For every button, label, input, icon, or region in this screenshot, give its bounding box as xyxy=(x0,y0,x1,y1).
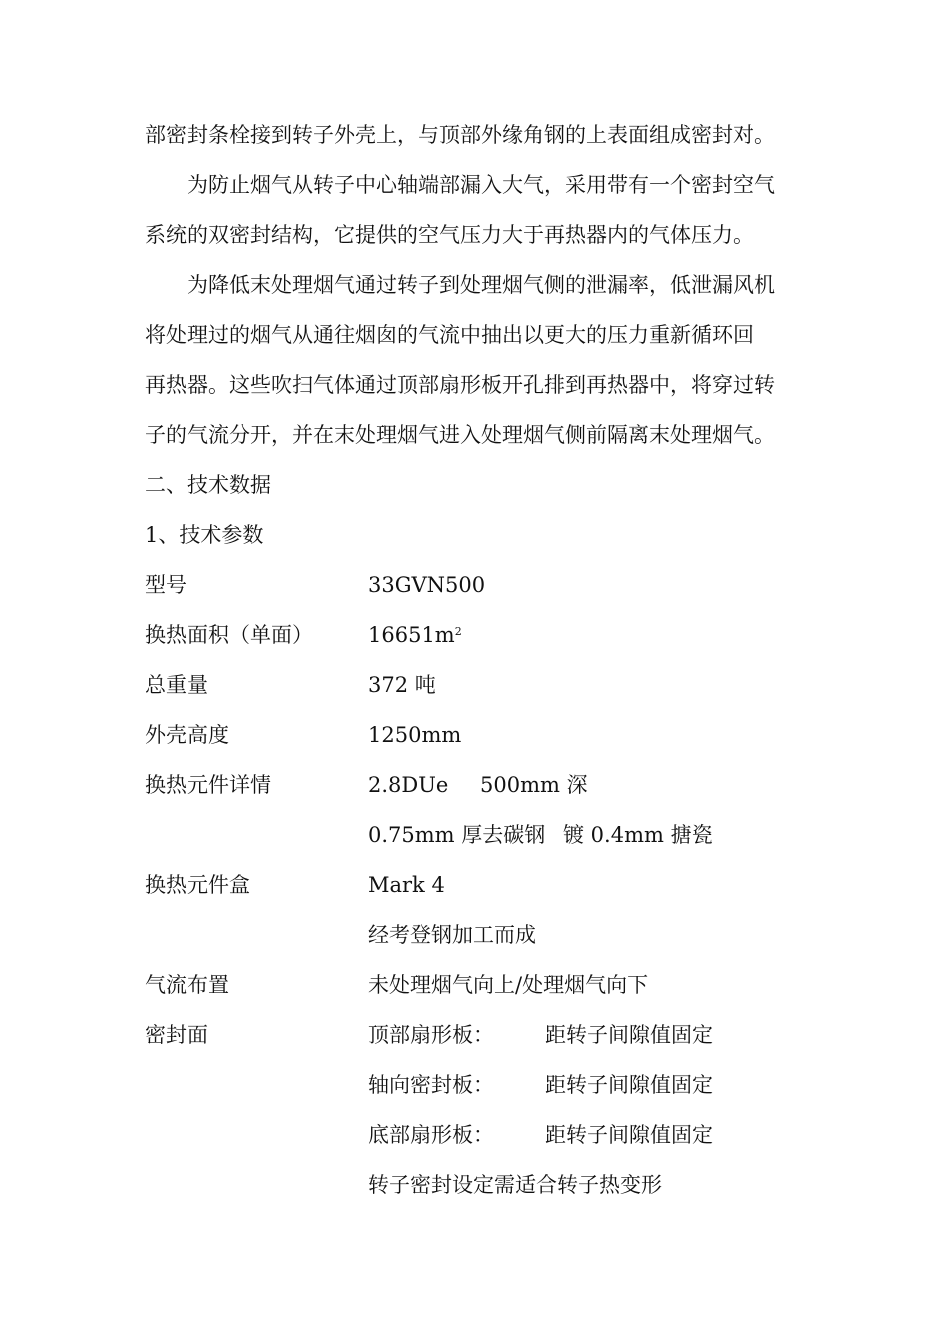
spec-row-element xyxy=(145,772,815,798)
spec-value: 2.8DUe xyxy=(368,773,449,797)
spec-value: 转子密封设定需适合转子热变形 xyxy=(368,1173,662,1197)
spec-row-seal-axial xyxy=(145,1072,815,1098)
spec-value: 经考登钢加工而成 xyxy=(368,923,536,947)
spec-value: 0.75mm 厚去碳钢 xyxy=(368,823,546,847)
spec-value: 距转子间隙值固定 xyxy=(545,1023,713,1047)
paragraph-line: 部密封条栓接到转子外壳上，与顶部外缘角钢的上表面组成密封对。 xyxy=(145,123,775,147)
spec-value: 33GVN500 xyxy=(368,573,486,597)
spec-value: 372 吨 xyxy=(368,673,436,697)
spec-label: 型号 xyxy=(145,573,187,597)
spec-row-box xyxy=(145,872,815,898)
section-heading: 二、技术数据 xyxy=(145,473,271,497)
spec-value: 1250mm xyxy=(368,723,462,747)
spec-sublabel: 底部扇形板： xyxy=(368,1123,494,1147)
spec-value: 距转子间隙值固定 xyxy=(545,1073,713,1097)
spec-value: 500mm 深 xyxy=(480,773,588,797)
spec-label: 换热元件盒 xyxy=(145,873,250,897)
spec-label: 外壳高度 xyxy=(145,723,229,747)
spec-label: 换热元件详情 xyxy=(145,773,271,797)
spec-value: Mark 4 xyxy=(368,873,445,897)
spec-label: 气流布置 xyxy=(145,973,229,997)
spec-sublabel: 顶部扇形板： xyxy=(368,1023,494,1047)
spec-label: 总重量 xyxy=(145,673,208,697)
spec-value: 距转子间隙值固定 xyxy=(545,1123,713,1147)
spec-row-area xyxy=(145,622,815,648)
subsection-heading: 1、技术参数 xyxy=(145,523,264,547)
spec-label: 密封面 xyxy=(145,1023,208,1047)
paragraph-line: 系统的双密封结构，它提供的空气压力大于再热器内的气体压力。 xyxy=(145,223,754,247)
spec-sublabel: 轴向密封板： xyxy=(368,1073,494,1097)
spec-row-seal-note xyxy=(145,1172,815,1198)
spec-value: 镀 0.4mm 搪瓷 xyxy=(563,823,713,847)
spec-row-element-cont xyxy=(145,822,815,848)
spec-row-height xyxy=(145,722,815,748)
spec-row-weight xyxy=(145,672,815,698)
spec-row-flow xyxy=(145,972,815,998)
paragraph-line: 为降低末处理烟气通过转子到处理烟气侧的泄漏率，低泄漏风机 xyxy=(187,273,775,297)
spec-row-box-cont xyxy=(145,922,815,948)
paragraph-line: 子的气流分开，并在末处理烟气进入处理烟气侧前隔离末处理烟气。 xyxy=(145,423,775,447)
spec-label: 换热面积（单面） xyxy=(145,623,313,647)
spec-row-seal-bottom xyxy=(145,1122,815,1148)
spec-value xyxy=(368,622,462,648)
spec-row-model xyxy=(145,572,815,598)
unit-superscript: 2 xyxy=(454,625,462,638)
area-number: 16651m xyxy=(368,623,455,647)
paragraph-line: 再热器。这些吹扫气体通过顶部扇形板开孔排到再热器中，将穿过转 xyxy=(145,373,775,397)
spec-row-seal-top xyxy=(145,1022,815,1048)
paragraph-line: 将处理过的烟气从通往烟囱的气流中抽出以更大的压力重新循环回 xyxy=(145,323,754,347)
paragraph-line: 为防止烟气从转子中心轴端部漏入大气，采用带有一个密封空气 xyxy=(187,173,775,197)
spec-value: 未处理烟气向上/处理烟气向下 xyxy=(368,973,649,997)
